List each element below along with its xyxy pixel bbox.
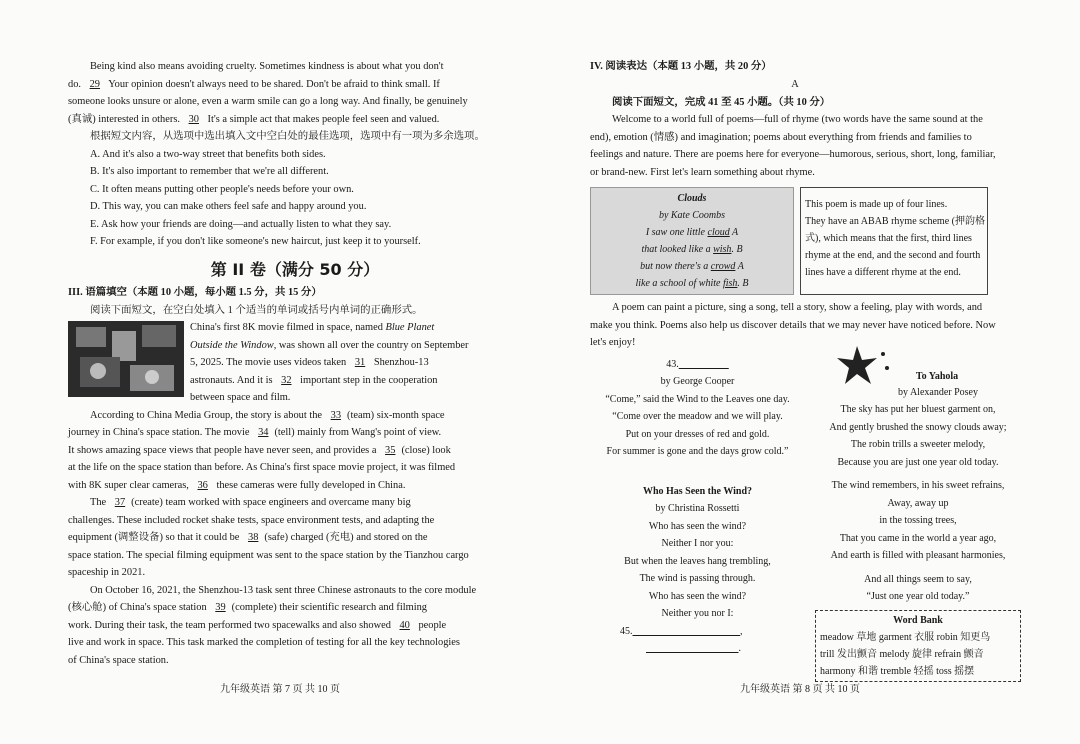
clouds-line xyxy=(591,275,793,292)
blank-number: 29 xyxy=(89,78,100,90)
text-segment: people xyxy=(415,619,447,631)
option-item: E. Ask how your friends are doing—and actually listen to what they say. xyxy=(90,218,392,230)
option-item: A. And it's also a two-way street that benefits both sides. xyxy=(90,148,326,160)
blank-number: 33 xyxy=(330,409,342,421)
text-line xyxy=(68,599,522,617)
text-segment: (create) team worked with space engineers and overcame many big xyxy=(131,497,411,508)
text-segment: Your opinion doesn't always need to be shared. Don't be afraid to think small. If xyxy=(105,78,440,90)
clouds-poem-box xyxy=(590,187,794,295)
poem-line: The robin trills a sweeter melody, xyxy=(850,439,986,450)
poem-line: And all things seem to say, xyxy=(864,573,972,585)
note-line: This poem is made up of four lines. xyxy=(805,199,948,210)
poem-line: And earth is filled with pleasant harmonies, xyxy=(830,550,1006,561)
poem-line: Away, away up xyxy=(887,497,949,509)
rhyme-word: cloud xyxy=(707,227,730,238)
text-line xyxy=(68,459,522,477)
text-segment: that looked like a xyxy=(641,244,714,255)
poems-row xyxy=(590,352,1007,682)
intro-paragraph xyxy=(590,111,1000,181)
text-segment: between space and film. xyxy=(190,392,291,403)
text-segment: (team) six-month space xyxy=(347,409,445,421)
text-segment: A xyxy=(729,227,739,238)
poem-line: But when the leaves hang trembling, xyxy=(624,555,771,567)
poem-line: Who has seen the wind? xyxy=(648,590,747,602)
poem-line: “Come,” said the Wind to the Leaves one day. xyxy=(605,393,790,405)
text-segment: A xyxy=(735,261,744,272)
note-line: 式), which means that the first, third lines xyxy=(805,233,972,244)
blank-number: 35 xyxy=(385,444,396,456)
poem-line: The sky has put her bluest garment on, xyxy=(840,404,996,415)
movie-photo xyxy=(68,321,184,397)
poem-line: in the tossing trees, xyxy=(879,515,957,526)
word-bank xyxy=(815,610,1021,682)
text-segment: (close) look xyxy=(401,444,451,456)
poems-right-column xyxy=(805,352,1021,682)
paragraph-team xyxy=(68,494,522,582)
option-item: B. It's also important to remember that we're all different. xyxy=(90,166,329,177)
text-line: let's enjoy! xyxy=(590,337,636,348)
part-a-label: A xyxy=(791,79,799,90)
poem-43-title: 43.​ xyxy=(666,358,729,370)
text-segment: of China's space station. xyxy=(68,654,169,666)
wind-title: Who Has Seen the Wind? xyxy=(642,485,753,497)
text-segment: 5, 2025. The movie uses videos taken xyxy=(190,357,349,368)
text-segment: The xyxy=(90,497,109,508)
blank-number: 40 xyxy=(399,619,410,631)
text-segment: (safe) charged (充电) and stored on the xyxy=(264,532,428,543)
text-segment: (核心舱) of China's space station xyxy=(68,602,210,613)
text-line xyxy=(68,652,522,670)
question-45-comma: , xyxy=(740,625,743,637)
option-item: C. It often means putting other people's needs before your own. xyxy=(90,183,354,195)
word-bank-row: trill 发出颤音 melody 旋律 refrain 颤音 xyxy=(820,648,984,660)
clouds-line xyxy=(591,224,793,241)
rhyme-word: fish xyxy=(722,278,738,289)
text-segment: with 8K super clear cameras, xyxy=(68,479,192,491)
text-line: make you think. Poems also help us discover details that we may never have noticed before. Now xyxy=(590,319,996,331)
word-bank-row: meadow 草地 garment 衣服 robin 知更鸟 xyxy=(820,631,991,643)
text-line xyxy=(68,634,522,652)
text-segment: It's a simple act that makes people feel seen and valued. xyxy=(204,113,440,125)
rhyme-note-box xyxy=(800,187,988,295)
poem-line: Because you are just one year old today. xyxy=(837,456,999,468)
text-line xyxy=(68,442,522,460)
poem-line: For summer is gone and the days grow cold.” xyxy=(606,446,789,457)
options-list xyxy=(68,146,522,251)
poem-line: And gently brushed the snowy clouds away; xyxy=(829,421,1007,433)
section-3-instruction: 阅读下面短文，在空白处填入 1 个适当的单词或括号内单词的正确形式。 xyxy=(90,304,423,316)
text-line: Welcome to a world full of poems—full of rhyme (two words have the same sound at the xyxy=(612,114,983,125)
blank-number: 39 xyxy=(215,602,226,613)
text-line xyxy=(68,547,522,565)
text-line: someone looks unsure or alone, even a warm smile can go a long way. And finally, be genuinely xyxy=(68,96,468,107)
text-segment: work. During their task, the team performed two spacewalks and also showed xyxy=(68,619,394,631)
text-segment: equipment (调整设备) so that it could be xyxy=(68,532,243,543)
text-segment: (真诚) interested in others. xyxy=(68,113,183,125)
text-line xyxy=(68,512,522,530)
blank-number: 36 xyxy=(197,479,208,491)
text-segment: live and work in space. This task marked the completion of testing for all the key technologies xyxy=(68,637,460,648)
page-footer-left: 九年级英语 第 7 页 共 10 页 xyxy=(220,684,340,695)
paragraph-task xyxy=(68,582,522,670)
blank-number: 34 xyxy=(258,427,269,438)
poem-43-number: 43. xyxy=(666,358,679,370)
poem-line: Put on your dresses of red and gold. xyxy=(625,428,770,440)
poem-line: “Come over the meadow and we will play. xyxy=(612,411,783,422)
poem-line: The wind remembers, in his sweet refrains, xyxy=(831,480,1005,491)
text-segment: I saw one little xyxy=(645,227,708,238)
clouds-title: Clouds xyxy=(677,193,707,204)
question-45-line2: . xyxy=(738,643,741,654)
movie-title: Blue Planet xyxy=(385,322,435,333)
word-bank-title: Word Bank xyxy=(893,614,943,626)
word-bank-row: harmony 和谐 tremble 轻摇 toss 摇摆 xyxy=(820,665,975,677)
poem-line: That you came in the world a year ago, xyxy=(839,532,997,544)
text-segment: astronauts. And it is xyxy=(190,374,276,386)
text-segment: (tell) mainly from Wang's point of view. xyxy=(274,427,442,438)
poem-line: Who has seen the wind? xyxy=(648,520,747,532)
clouds-line xyxy=(591,241,793,258)
text-segment: (complete) their scientific research and filming xyxy=(231,602,427,613)
text-line: feelings and nature. There are poems here for everyone—humorous, serious, short, long, familiar, xyxy=(590,149,996,160)
blank-number: 31 xyxy=(354,357,366,368)
poem-43-author: by George Cooper xyxy=(660,376,735,387)
part-heading: 第 II 卷（满分 50 分） xyxy=(210,259,380,279)
text-segment: these cameras were fully developed in China. xyxy=(213,479,406,491)
clouds-line xyxy=(591,258,793,275)
clouds-row xyxy=(590,187,1000,295)
poem-line: Neither you nor I: xyxy=(661,608,734,619)
text-segment: space station. The special filming equipment was sent to the space station by the Tianzhou cargo xyxy=(68,549,469,561)
text-segment: , was shown all over the country on September xyxy=(273,339,469,351)
poem-line: Neither I nor you: xyxy=(661,538,734,549)
poem-line: “Just one year old today.” xyxy=(866,591,970,602)
note-line: lines have a different rhyme at the end. xyxy=(805,267,961,278)
poem-line: The wind is passing through. xyxy=(639,573,756,584)
poems-left-column xyxy=(590,352,805,682)
text-segment: China's first 8K movie filmed in space, named xyxy=(190,322,386,333)
text-segment: According to China Media Group, the story is about the xyxy=(90,409,325,421)
paragraph-kindness xyxy=(68,58,522,128)
text-line: or brand-new. First let's learn something about rhyme. xyxy=(590,166,815,178)
text-line xyxy=(68,407,522,425)
text-segment: do. xyxy=(68,78,84,90)
rhyme-word: wish xyxy=(713,244,732,255)
question-45 xyxy=(590,623,805,641)
text-line xyxy=(68,424,522,442)
text-segment: journey in China's space station. The movie xyxy=(68,427,253,438)
text-line: Being kind also means avoiding cruelty. Sometimes kindness is about what you don't xyxy=(90,61,444,72)
text-line: end), emotion (情感) and imagination; poems about everything from friends and families to xyxy=(590,131,972,143)
paragraph-story xyxy=(68,407,522,495)
blank-number: 38 xyxy=(248,532,259,543)
text-line xyxy=(68,529,522,547)
movie-title: Outside the Window xyxy=(190,339,274,351)
text-line xyxy=(68,617,522,635)
blank-number: 37 xyxy=(114,497,126,508)
section-3-title: III. 语篇填空（本题 10 小题，每小题 1.5 分，共 15 分） xyxy=(68,286,322,298)
text-line xyxy=(68,494,522,512)
text-segment: like a school of white xyxy=(635,278,723,289)
instruction: 根据短文内容，从选项中选出填入文中空白处的最佳选项，选项中有一项为多余选项。 xyxy=(90,131,485,142)
text-line xyxy=(68,477,522,495)
note-line: rhyme at the end, and the second and fourth xyxy=(805,250,981,261)
text-segment: spaceship in 2021. xyxy=(68,567,146,578)
text-segment: . B xyxy=(731,244,743,255)
blank-number: 30 xyxy=(188,113,199,125)
option-item: D. This way, you can make others feel safe and happy around you. xyxy=(90,201,367,212)
text-line xyxy=(68,564,522,582)
text-segment: Shenzhou-13 xyxy=(371,357,429,368)
wind-author: by Christina Rossetti xyxy=(655,503,740,514)
question-45-number: 45. xyxy=(620,625,633,637)
text-segment: at the life on the space station than before. As China's first space movie project, it was filmed xyxy=(68,462,456,473)
text-line xyxy=(68,111,522,129)
part-a-instruction: 阅读下面短文，完成 41 至 45 小题。（共 10 分） xyxy=(612,96,831,108)
page-footer-right: 九年级英语 第 8 页 共 10 页 xyxy=(740,684,860,695)
rhyme-word: crowd xyxy=(710,261,736,272)
text-segment: . B xyxy=(737,278,749,289)
yahola-author: by Alexander Posey xyxy=(898,386,978,398)
note-line: They have an ABAB rhyme scheme (押韵格 xyxy=(805,216,985,227)
text-segment: but now there's a xyxy=(640,261,711,272)
yahola-title: To Yahola xyxy=(915,370,959,382)
paragraph-poems xyxy=(590,299,1000,352)
text-segment: important step in the cooperation xyxy=(297,374,438,386)
text-line xyxy=(68,76,522,94)
clouds-author: by Kate Coombs xyxy=(658,210,726,221)
text-line: A poem can paint a picture, sing a song, tell a story, show a feeling, play with words, and xyxy=(612,302,983,313)
text-line xyxy=(68,582,522,600)
option-item: F. For example, if you don't like someone's new haircut, just keep it to yourself. xyxy=(90,236,421,247)
section-4-title: IV. 阅读表达（本题 13 小题，共 20 分） xyxy=(590,61,772,72)
text-segment: challenges. These included rocket shake tests, space environment tests, and adapting the xyxy=(68,514,435,526)
text-segment: On October 16, 2021, the Shenzhou-13 task sent three Chinese astronauts to the core module xyxy=(90,584,477,596)
right-page xyxy=(540,0,1080,744)
blank-number: 32 xyxy=(281,374,292,386)
text-segment: It shows amazing space views that people have never seen, and provides a xyxy=(68,444,380,456)
text-with-photo xyxy=(68,319,522,407)
